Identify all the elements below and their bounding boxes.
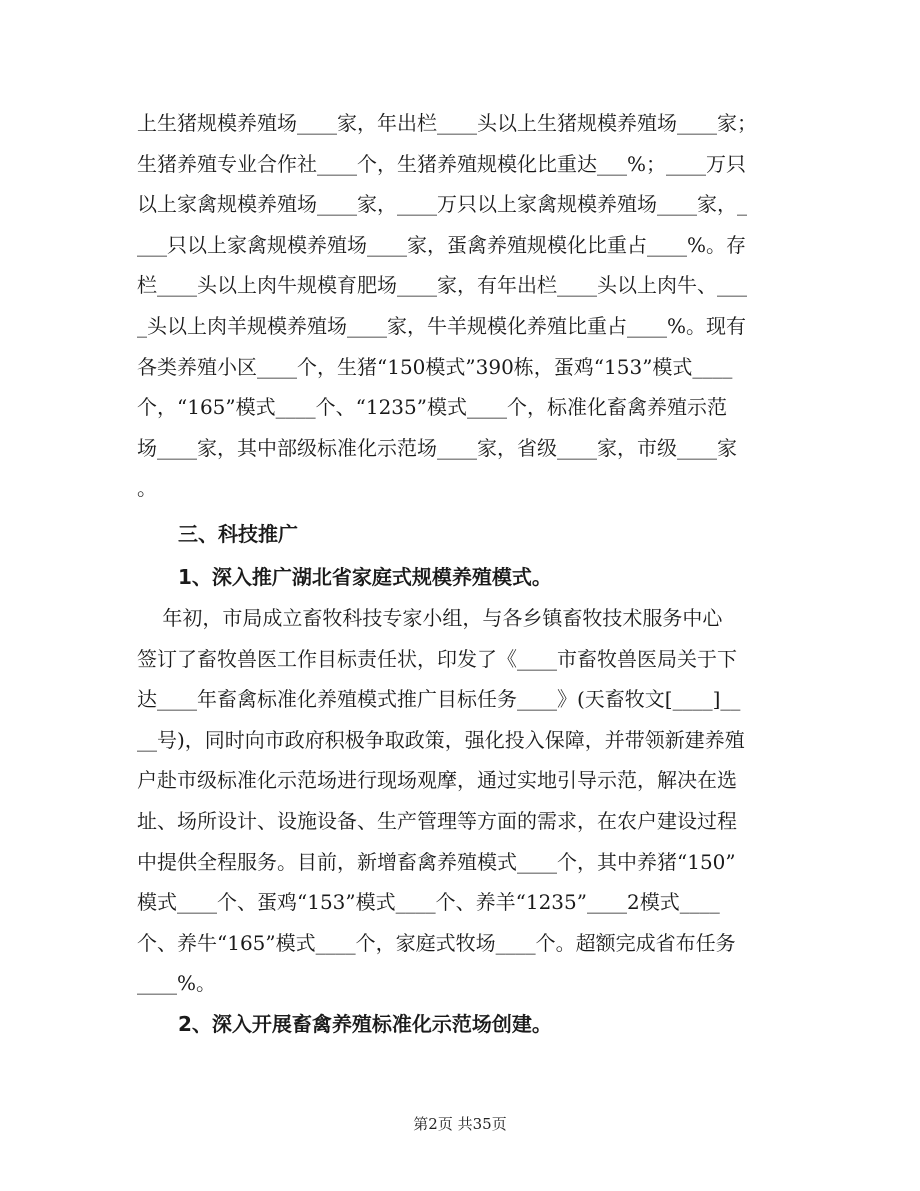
text-line: _头以上肉羊规模养殖场____家，牛羊规模化养殖比重占____%。现有 bbox=[137, 313, 747, 338]
text-line: 以上家禽规模养殖场____家，____万只以上家禽规模养殖场____家，_ bbox=[137, 192, 747, 217]
text-line: 个、养牛“165”模式____个，家庭式牧场____个。超额完成省布任务 bbox=[137, 930, 736, 955]
text-line: 址、场所设计、设施设备、生产管理等方面的需求，在农户建设过程 bbox=[137, 808, 737, 833]
text-line: 年初，市局成立畜牧科技专家小组，与各乡镇畜牧技术服务中心 bbox=[137, 606, 723, 630]
page-number: 第2页 共35页 bbox=[413, 1115, 507, 1133]
text-line: 中提供全程服务。目前，新增畜禽养殖模式____个，其中养猪“150” bbox=[137, 849, 736, 874]
text-line: 达____年畜禽标准化养殖模式推广目标任务____》(天畜牧文[____]__ bbox=[137, 687, 741, 712]
section-heading: 三、科技推广 bbox=[178, 522, 298, 546]
paragraph-promotion bbox=[137, 598, 787, 1004]
text-line: 模式____个、蛋鸡“153”模式____个、养羊“1235”____2模式____ bbox=[137, 890, 720, 915]
text-line: __号)，同时向市政府积极争取政策，强化投入保障，并带领新建养殖 bbox=[137, 727, 745, 752]
text-line: 栏____头以上肉牛规模育肥场____家，有年出栏____头以上肉牛、___ bbox=[137, 273, 747, 298]
text-line: 上生猪规模养殖场____家，年出栏____头以上生猪规模养殖场____家； bbox=[137, 111, 757, 135]
text-line: 各类养殖小区____个，生猪“150模式”390栋，蛋鸡“153”模式____ bbox=[137, 354, 733, 379]
text-line: 场____家，其中部级标准化示范场____家，省级____家，市级____家 bbox=[137, 435, 737, 460]
text-line: 。 bbox=[137, 476, 157, 501]
paragraph-livestock-statistics bbox=[137, 103, 787, 509]
text-line: ___只以上家禽规模养殖场____家，蛋禽养殖规模化比重占____%。存 bbox=[137, 232, 747, 257]
text-line: 个，“165”模式____个、“1235”模式____个，标准化畜禽养殖示范 bbox=[137, 395, 727, 420]
sub-heading: 1、深入推广湖北省家庭式规模养殖模式。 bbox=[178, 565, 552, 589]
text-line: 签订了畜牧兽医工作目标责任状，印发了《____市畜牧兽医局关于下 bbox=[137, 646, 737, 671]
text-line: 户赴市级标准化示范场进行现场观摩，通过实地引导示范，解决在选 bbox=[137, 768, 737, 793]
text-line: ____%。 bbox=[137, 971, 217, 996]
text-line: 生猪养殖专业合作社____个，生猪养殖规模化比重达___%；____万只 bbox=[137, 151, 747, 176]
sub-heading: 2、深入开展畜禽养殖标准化示范场创建。 bbox=[178, 1012, 552, 1036]
